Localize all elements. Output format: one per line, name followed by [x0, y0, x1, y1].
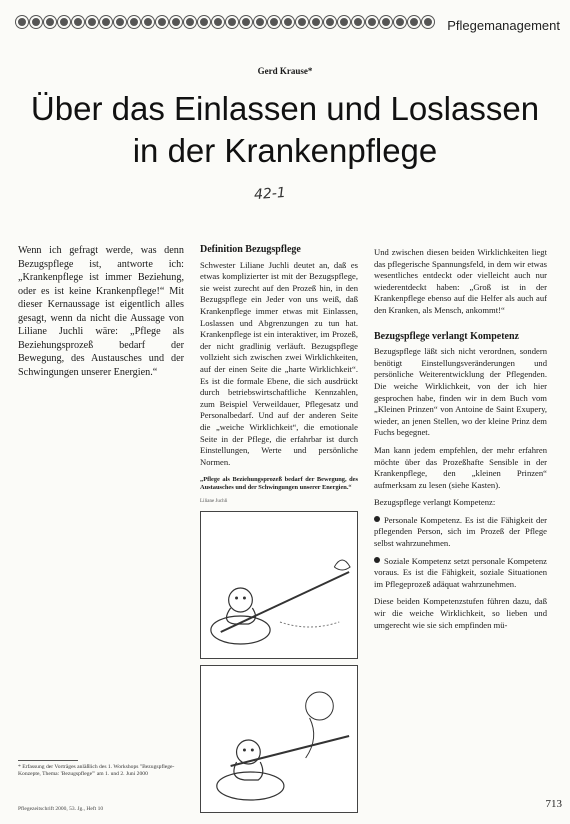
cartoon-image-1 — [200, 511, 358, 659]
column-2 — [200, 244, 358, 819]
title-line-2: in der Krankenpflege — [132, 132, 438, 169]
cartoon-image-2 — [200, 665, 358, 813]
bullet-icon — [374, 557, 380, 563]
bullet-icon — [374, 516, 380, 522]
decorative-dot-row — [16, 16, 434, 28]
definition-paragraph: Schwester Liliane Juchli deutet an, daß es etwas komplizierter ist mit der Bezugspflege, sie weist zurecht auf den Prozeß hin, in den Bezugspflege ein Jeder von uns weiß, daß Krankenpflege immer etwas mit Einlassen, Loslassen und Abgrenzungen zu tun hat. Krankenpflege ist ein interaktiver, im Prozeß, der nicht gradlinig verläuft. Bezugspflege vollzieht sich zwischen zwei Wirklichkeiten, auf der einen Seite die „harte Wirklichkeit“. Es ist die formale Ebene, die sich ausdrückt durch betriebswirtschaftliche Kennzahlen, zum Beispiel Verweildauer, Pflegesatz und Personalbedarf. Und auf der anderen Seite die „weiche Wirklichkeit“, die emotionale Seite in der Pflege, die erfahrbar ist durch Einstellungen, Werte und persönliche Normen. — [200, 259, 358, 467]
cartoon-figure — [200, 476, 358, 813]
column-1 — [18, 244, 184, 385]
intro-paragraph: Wenn ich gefragt werde, was denn Bezugspflege ist, antworte ich: „Krankenpflege ist immer Beziehung, oder es ist keine Krankenpflege!“ Mit dieser Kernaussage ist eigentlich alles gesagt, wenn da nicht die Aussage von Liliane Juchli wäre: „Pflege als Beziehungsprozeß bedarf der Bewegung, des Austausches und der Schwingungen unserer Energien.“ — [18, 245, 184, 378]
footnote: * Erfassung der Vorträges anläßlich des 1. Workshops "Bezugspflege-Konzepte, Thema: 'Bezugspflege'" am 1. und 2. Juni 2000 — [18, 764, 175, 778]
footnote-divider — [18, 760, 78, 761]
author-name: Gerd Krause* — [257, 66, 313, 76]
list-item: Personale Kompetenz. Es ist die Fähigkeit der pflegenden Person, sich im Prozeß der Pflege selbst wahrzunehmen. — [374, 514, 547, 549]
kompetenz-heading: Bezugspflege verlangt Kompetenz — [374, 330, 519, 342]
kompetenz-paragraph: Bezugspflege läßt sich nicht verordnen, sondern benötigt Einstellungsveränderungen und persönliche Weiterentwicklung der Pflegenden. Die weiche Wirklichkeit, von der ich hier gesprochen habe, finden wir in dem Buch vom „Kleinen Prinzen“ von Antoine de Saint Exupery, wieder, an jenen Stellen, wo der kleine Prinz dem Fuchs begegnet. — [374, 346, 547, 438]
spannungsfeld-paragraph: Und zwischen diesen beiden Wirklichkeiten liegt das pflegerische Spannungsfeld, in dem wir etwas wesentliches entdeckt oder vielleicht auch nur wiederentdeckt haben: „Groß ist in der Krankenpflege ebenso auf die Helfer als auch auf den Kranken, als Mensch, ankommt!“ — [374, 247, 547, 315]
definition-heading: Definition Bezugspflege — [200, 244, 301, 255]
page-number: 713 — [545, 798, 562, 810]
title-line-1: Über das Einlassen und Loslassen — [30, 90, 540, 127]
journal-reference: Pflegezeitschrift 2000, 53. Jg., Heft 10 — [18, 806, 104, 812]
handwritten-note: 42-1 — [253, 184, 287, 204]
closing-paragraph: Diese beiden Kompetenzstufen führen dazu, daß wir die weiche Wirklichkeit, so lieben und umgerecht wie sie sich empfinden mü- — [374, 596, 547, 630]
column-3 — [374, 247, 547, 637]
article-title — [20, 88, 550, 172]
list-item: Soziale Kompetenz setzt personale Kompetenz voraus. Es ist die Fähigkeit, soziale Situationen im Pflegeprozeß adäquat wahrzunehmen. — [374, 555, 547, 589]
figure-subcaption: Liliane Juchli — [200, 499, 228, 505]
figure-caption: „Pflege als Beziehungsprozeß bedarf der Bewegung, des Austausches und der Schwingungen unserer Energien.“ — [200, 476, 358, 492]
section-label: Pflegemanagement — [447, 18, 560, 33]
kleiner-prinz-paragraph: Man kann jedem empfehlen, der mehr erfahren möchte über das Prozeßhafte Sensible in der Krankenpflege, den „kleinen Prinzen“ aufmerksam zu lesen (siehe Kasten). — [374, 444, 547, 490]
kompetenz-list-intro: Bezugspflege verlangt Kompetenz: — [374, 497, 496, 508]
